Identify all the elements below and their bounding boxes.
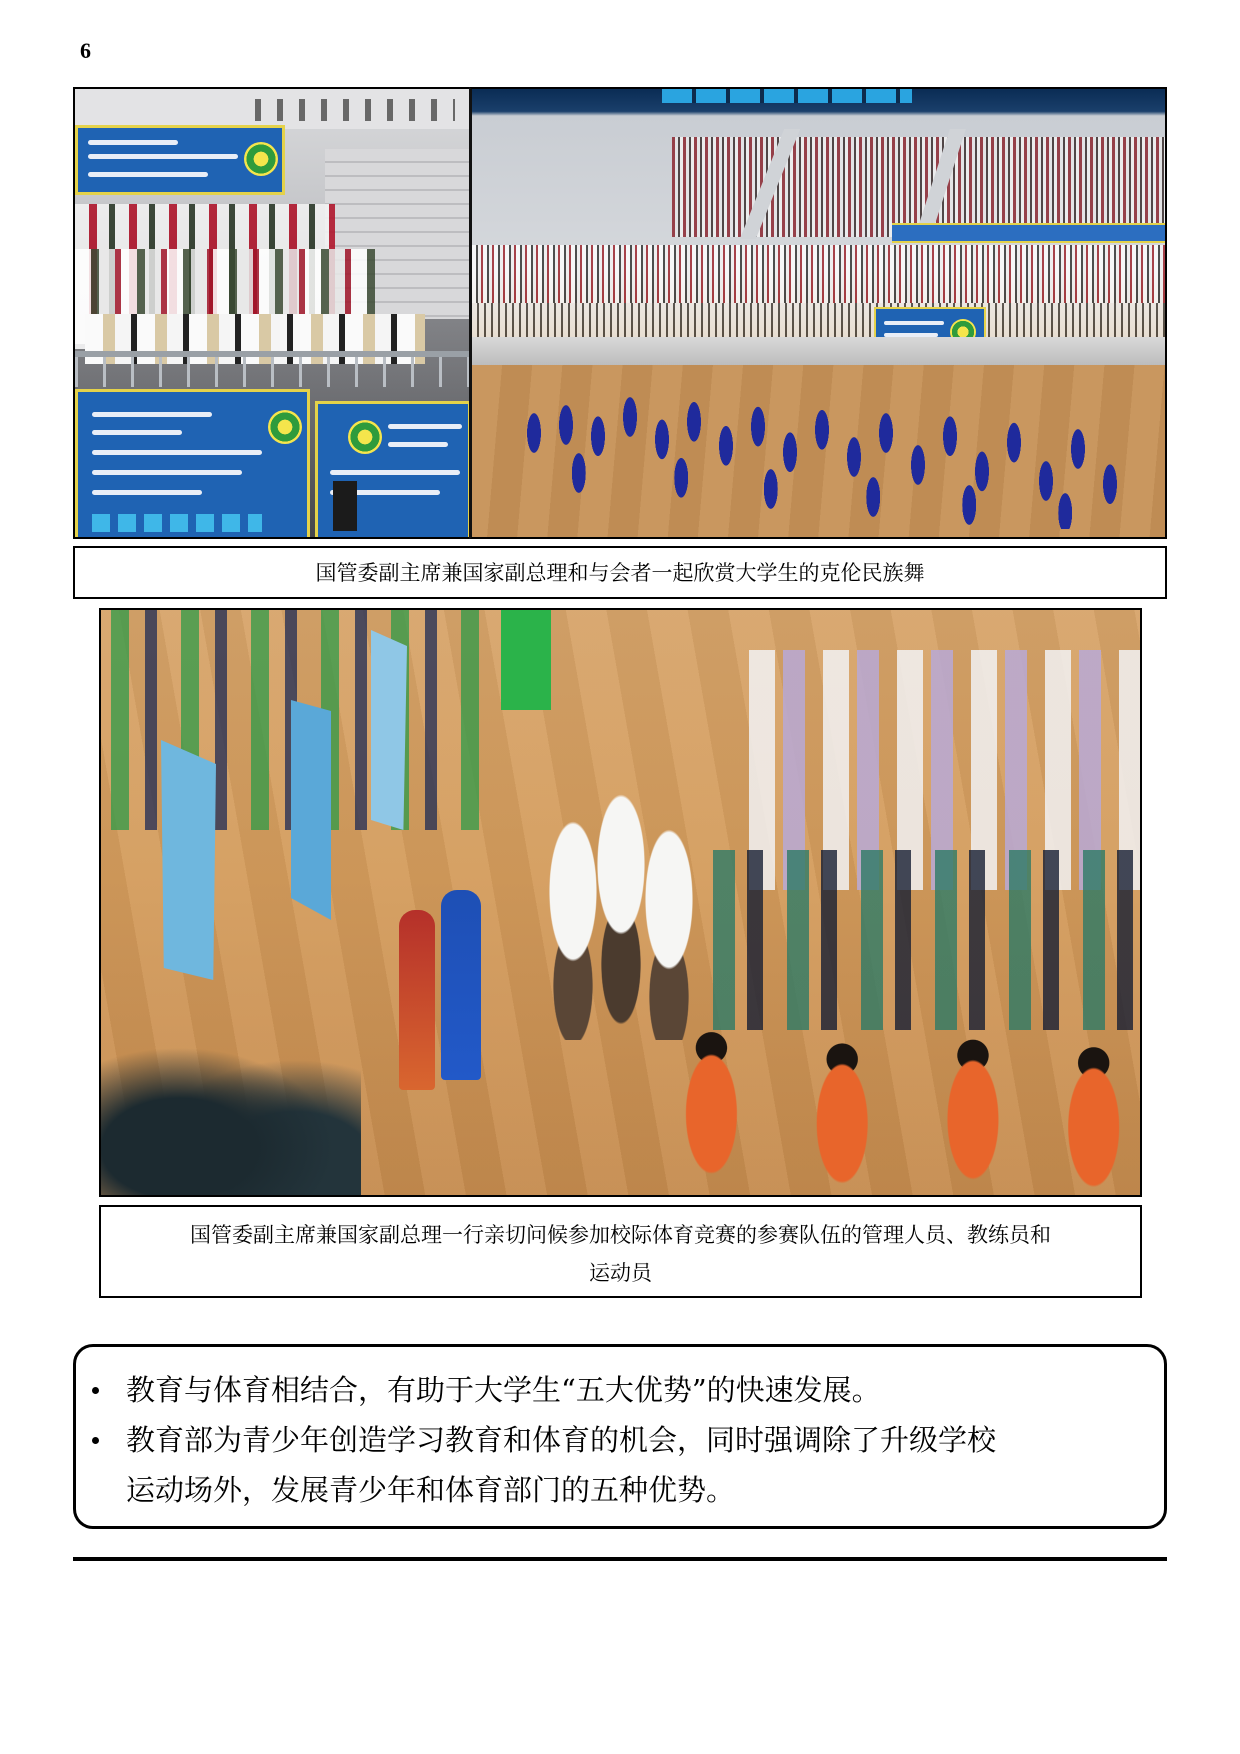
caption-line-1: 国管委副主席兼国家副总理一行亲切问候参加校际体育竞赛的参赛队伍的管理人员、教练员和 <box>190 1223 1051 1247</box>
dance-photo-caption <box>73 546 1167 599</box>
summary-point-text: 教育与体育相结合，有助于大学生“五大优势”的快速发展。 <box>126 1373 881 1407</box>
vip-stand-photo <box>73 87 469 539</box>
caption-text: 国管委副主席兼国家副总理和与会者一起欣赏大学生的克伦民族舞 <box>315 561 925 585</box>
bullet-icon <box>92 1387 99 1394</box>
page-number: 6 <box>80 38 91 63</box>
summary-point-text: 教育部为青少年创造学习教育和体育的机会，同时强调除了升级学校 <box>126 1423 997 1457</box>
summary-point-continuation <box>126 1465 1144 1515</box>
greeting-photo-caption <box>99 1205 1142 1298</box>
summary-point <box>126 1365 1144 1415</box>
section-divider <box>73 1557 1167 1561</box>
summary-box <box>73 1344 1167 1529</box>
summary-point-text: 运动场外，发展青少年和体育部门的五种优势。 <box>126 1473 736 1507</box>
caption-line-2: 运动员 <box>589 1261 652 1285</box>
arena-dance-photo <box>469 87 1167 539</box>
bullet-icon <box>92 1437 99 1444</box>
summary-list <box>126 1365 1144 1515</box>
team-greeting-photo <box>99 608 1142 1197</box>
summary-point <box>126 1415 1144 1465</box>
